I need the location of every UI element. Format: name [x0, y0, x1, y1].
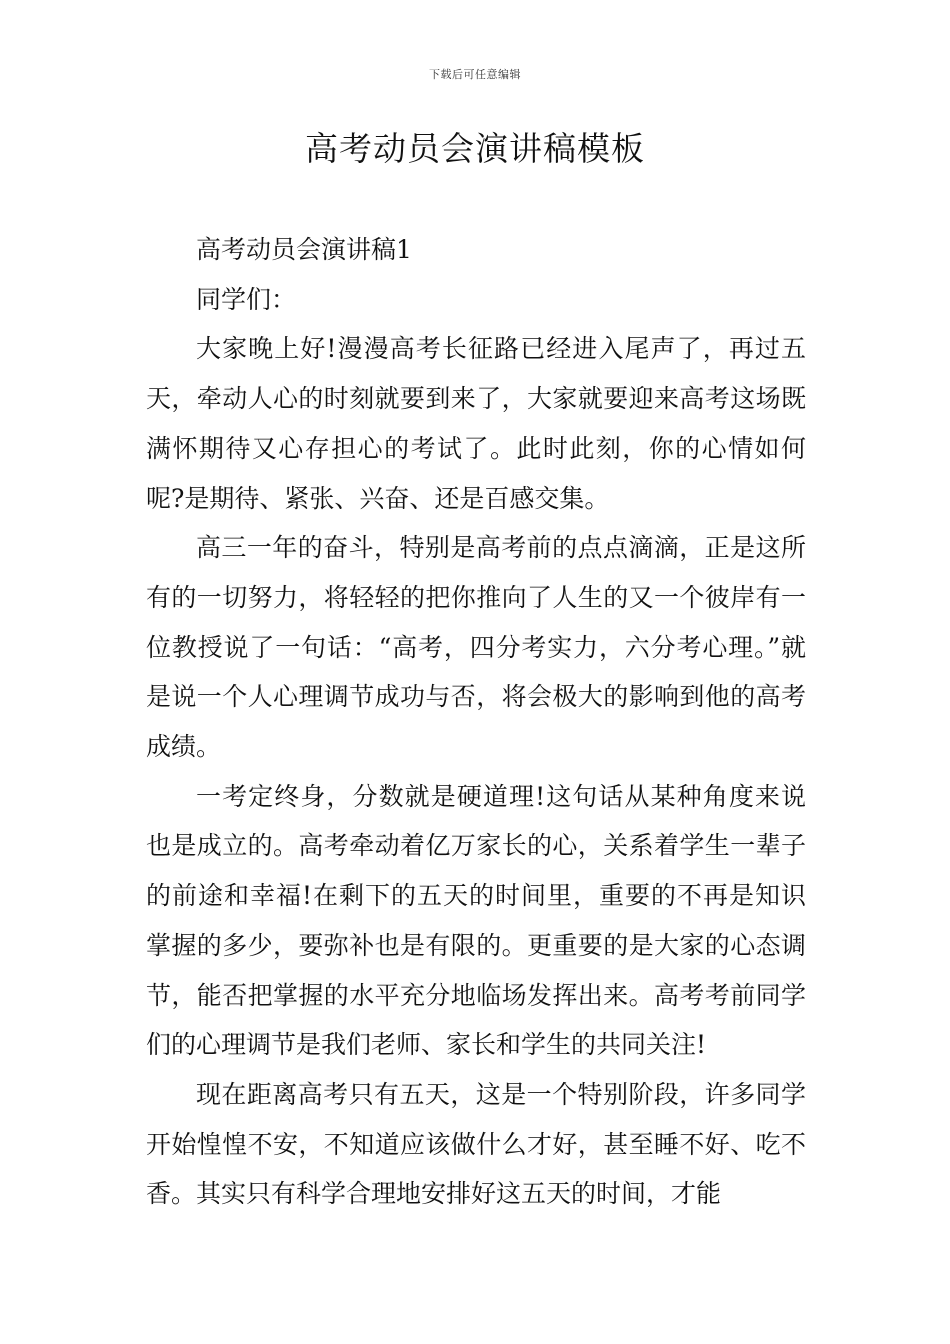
document-title: 高考动员会演讲稿模板: [305, 129, 645, 168]
salutation: 同学们：: [196, 284, 297, 314]
paragraph: 高三一年的奋斗，特别是高考前的点点滴滴，正是这所有的一切努力，将轻轻的把你推向了人生的又一个彼岸有一位教授说了一句话：“高考，四分考实力，六分考心理。”就是说一个人心理调节成功与否，将会极大的影响到他的高考成绩。: [146, 533, 806, 762]
speech-subtitle: 高考动员会演讲稿1: [196, 235, 412, 264]
header-note: 下载后可任意编辑: [429, 68, 521, 81]
paragraph: 现在距离高考只有五天，这是一个特别阶段，许多同学开始惶惶不安，不知道应该做什么才好，甚至睡不好、吃不香。其实只有科学合理地安排好这五天的时间，才能: [146, 1079, 806, 1209]
paragraph: 大家晚上好!漫漫高考长征路已经进入尾声了，再过五天，牵动人心的时刻就要到来了，大家就要迎来高考这场既满怀期待又心存担心的考试了。此时此刻，你的心情如何呢?是期待、紧张、兴奋、还是百感交集。: [146, 334, 806, 513]
paragraph: 一考定终身，分数就是硬道理!这句话从某种角度来说也是成立的。高考牵动着亿万家长的心，关系着学生一辈子的前途和幸福!在剩下的五天的时间里，重要的不再是知识掌握的多少，要弥补也是有限的。更重要的是大家的心态调节，能否把掌握的水平充分地临场发挥出来。高考考前同学们的心理调节是我们老师、家长和学生的共同关注!: [146, 781, 806, 1060]
document-body: [146, 225, 806, 1219]
